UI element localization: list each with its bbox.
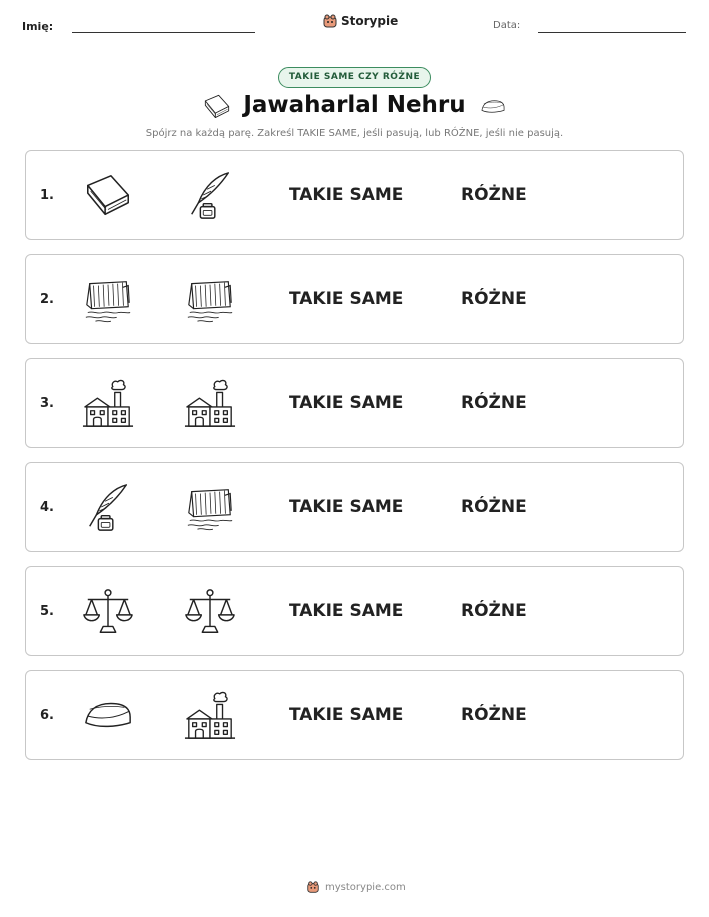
question-row-6 <box>25 670 684 760</box>
option-different[interactable]: RÓŻNE <box>461 601 527 621</box>
option-same[interactable]: TAKIE SAME <box>289 185 404 205</box>
option-same[interactable]: TAKIE SAME <box>289 393 404 413</box>
quill-inkpot-icon <box>82 482 134 534</box>
option-same[interactable]: TAKIE SAME <box>289 705 404 725</box>
row-number: 2. <box>40 292 54 307</box>
storypie-logo-icon <box>322 13 338 29</box>
option-different[interactable]: RÓŻNE <box>461 393 527 413</box>
row-number: 4. <box>40 500 54 515</box>
scales-icon <box>82 586 134 638</box>
option-different[interactable]: RÓŻNE <box>461 185 527 205</box>
factory-icon <box>82 378 134 430</box>
option-different[interactable]: RÓŻNE <box>461 289 527 309</box>
row-number: 5. <box>40 604 54 619</box>
quill-inkpot-icon <box>184 170 236 222</box>
nehru-cap-icon <box>477 94 509 120</box>
brand-logo <box>322 13 398 29</box>
question-row-5 <box>25 566 684 656</box>
row-number: 1. <box>40 188 54 203</box>
storypie-logo-icon <box>306 880 320 894</box>
scales-icon <box>184 586 236 638</box>
brand-text: Storypie <box>341 14 399 28</box>
dam-icon <box>184 482 236 534</box>
instruction-text: Spójrz na każdą parę. Zakreśl TAKIE SAME, jeśli pasują, lub RÓŻNE, jeśli nie pasują. <box>145 128 564 139</box>
row-number: 6. <box>40 708 54 723</box>
factory-icon <box>184 378 236 430</box>
question-row-1 <box>25 150 684 240</box>
question-row-2 <box>25 254 684 344</box>
option-same[interactable]: TAKIE SAME <box>289 497 404 517</box>
question-row-4 <box>25 462 684 552</box>
name-label: Imię: <box>22 20 54 33</box>
footer-url[interactable]: mystorypie.com <box>325 881 406 893</box>
dam-icon <box>82 274 134 326</box>
option-different[interactable]: RÓŻNE <box>461 497 527 517</box>
factory-icon <box>184 690 236 742</box>
option-same[interactable]: TAKIE SAME <box>289 601 404 621</box>
worksheet-badge: TAKIE SAME CZY RÓŻNE <box>278 67 431 88</box>
footer <box>306 880 406 894</box>
name-input-line[interactable] <box>72 32 255 33</box>
page-title: Jawaharlal Nehru <box>243 92 466 118</box>
question-row-3 <box>25 358 684 448</box>
row-number: 3. <box>40 396 54 411</box>
date-label: Data: <box>493 20 521 31</box>
dam-icon <box>184 274 236 326</box>
option-same[interactable]: TAKIE SAME <box>289 289 404 309</box>
book-icon <box>82 170 134 222</box>
nehru-cap-icon <box>82 690 134 742</box>
date-input-line[interactable] <box>538 32 686 33</box>
option-different[interactable]: RÓŻNE <box>461 705 527 725</box>
